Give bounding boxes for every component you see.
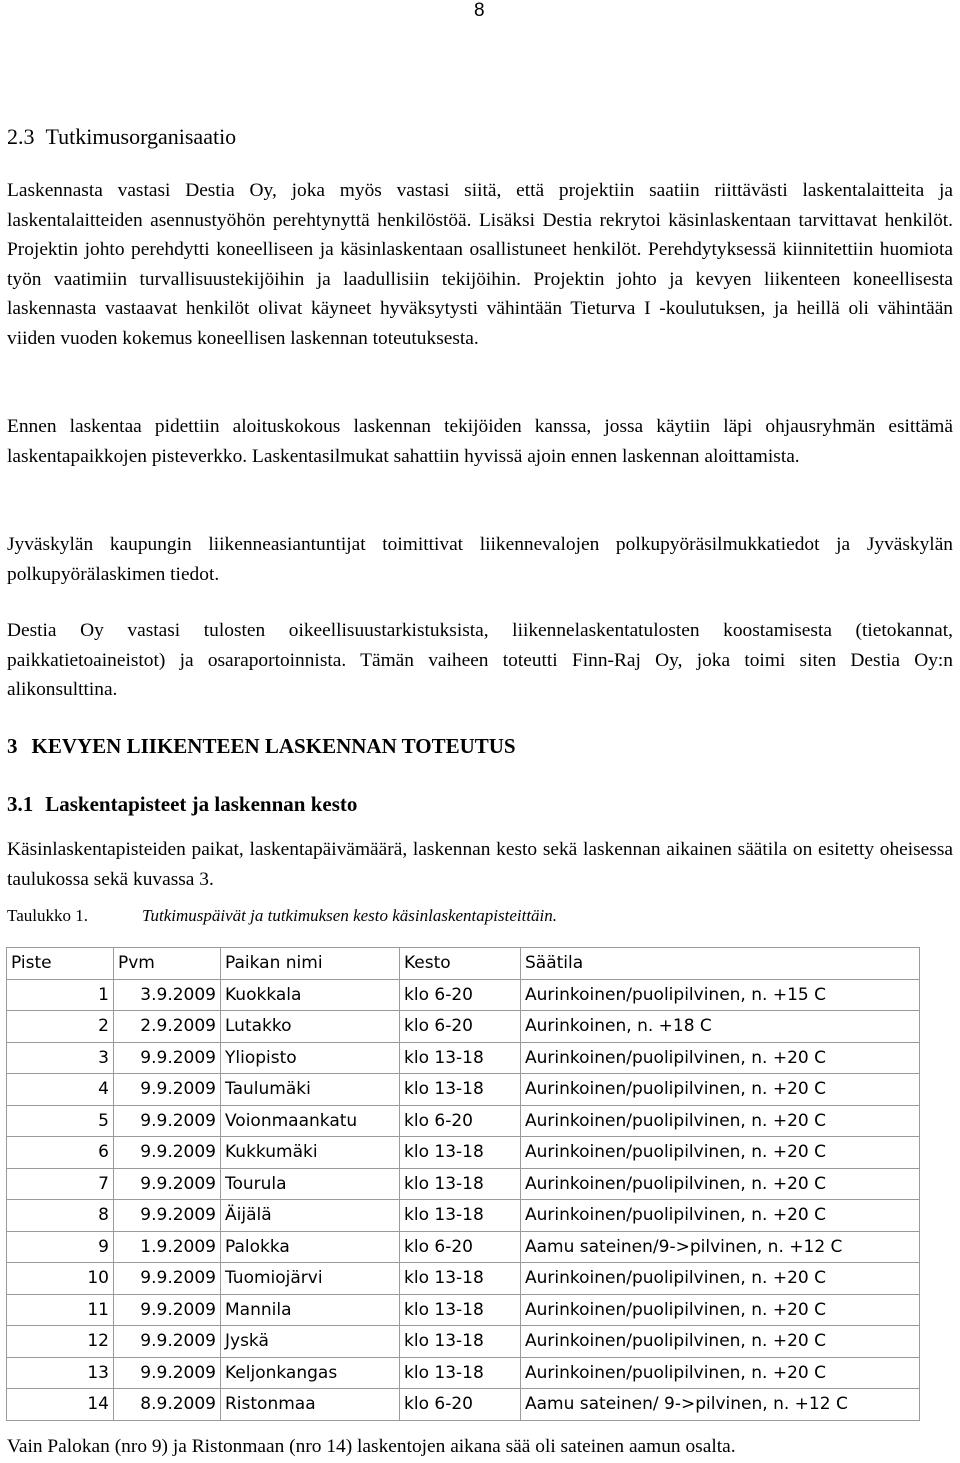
cell-pvm: 3.9.2009	[114, 979, 221, 1011]
cell-kesto: klo 13-18	[400, 1294, 521, 1326]
cell-saatila: Aamu sateinen/ 9->pilvinen, n. +12 C	[521, 1389, 920, 1421]
paragraph-organisation	[7, 176, 953, 354]
cell-piste: 9	[7, 1231, 114, 1263]
section-number: 3	[7, 734, 18, 758]
cell-saatila: Aurinkoinen/puolipilvinen, n. +20 C	[521, 1263, 920, 1295]
cell-piste: 4	[7, 1074, 114, 1106]
cell-kesto: klo 6-20	[400, 1389, 521, 1421]
table-row	[7, 1357, 920, 1389]
cell-kesto: klo 13-18	[400, 1074, 521, 1106]
paragraph-table-intro: Käsinlaskentapisteiden paikat, laskentapäivämäärä, laskennan kesto sekä laskennan aikainen säätila on esitetty oheisessa taulukossa sekä kuvassa 3.	[7, 839, 953, 890]
counting-points-table	[6, 947, 920, 1421]
cell-piste: 14	[7, 1389, 114, 1421]
cell-paikan-nimi: Kuokkala	[221, 979, 400, 1011]
cell-saatila: Aurinkoinen/puolipilvinen, n. +20 C	[521, 1294, 920, 1326]
cell-piste: 1	[7, 979, 114, 1011]
cell-paikan-nimi: Jyskä	[221, 1326, 400, 1358]
cell-saatila: Aurinkoinen/puolipilvinen, n. +20 C	[521, 1357, 920, 1389]
cell-paikan-nimi: Palokka	[221, 1231, 400, 1263]
cell-piste: 2	[7, 1011, 114, 1043]
paragraph-city-data: Jyväskylän kaupungin liikenneasiantuntijat toimittivat liikennevalojen polkupyöräsilmukkatiedot ja Jyväskylän polkupyörälaskimen tiedot.	[7, 534, 953, 585]
cell-paikan-nimi: Lutakko	[221, 1011, 400, 1043]
cell-pvm: 8.9.2009	[114, 1389, 221, 1421]
cell-kesto: klo 13-18	[400, 1357, 521, 1389]
cell-pvm: 9.9.2009	[114, 1263, 221, 1295]
section-title: Tutkimusorganisaatio	[45, 124, 237, 149]
section-heading-3	[7, 731, 516, 761]
cell-saatila: Aurinkoinen, n. +18 C	[521, 1011, 920, 1043]
paragraph-organisation-part-b: Projektin johto ja kevyen liikenteen koneellisesta laskennasta vastaavat henkilöt olivat käyneet hyväksytysti vähintään Tieturva I -koulutuksen, ja heillä oli vähintään viiden vuoden kokemus koneellisen laskennan toteutuksesta.	[7, 268, 953, 349]
table-row	[7, 1294, 920, 1326]
table-row	[7, 1326, 920, 1358]
cell-pvm: 9.9.2009	[114, 1294, 221, 1326]
cell-saatila: Aurinkoinen/puolipilvinen, n. +20 C	[521, 1200, 920, 1232]
table-row	[7, 1200, 920, 1232]
header-kesto: Kesto	[400, 948, 521, 980]
table-row	[7, 1042, 920, 1074]
cell-piste: 3	[7, 1042, 114, 1074]
cell-kesto: klo 13-18	[400, 1042, 521, 1074]
header-piste: Piste	[7, 948, 114, 980]
table-row	[7, 1263, 920, 1295]
section-title: Laskentapisteet ja laskennan kesto	[45, 792, 358, 816]
table-row	[7, 1389, 920, 1421]
cell-saatila: Aurinkoinen/puolipilvinen, n. +20 C	[521, 1042, 920, 1074]
cell-paikan-nimi: Voionmaankatu	[221, 1105, 400, 1137]
cell-saatila: Aurinkoinen/puolipilvinen, n. +20 C	[521, 1137, 920, 1169]
cell-pvm: 9.9.2009	[114, 1042, 221, 1074]
cell-saatila: Aurinkoinen/puolipilvinen, n. +15 C	[521, 979, 920, 1011]
cell-paikan-nimi: Kukkumäki	[221, 1137, 400, 1169]
table-caption-text: Tutkimuspäivät ja tutkimuksen kesto käsinlaskentapisteittäin.	[142, 906, 558, 925]
table-row	[7, 1168, 920, 1200]
cell-pvm: 9.9.2009	[114, 1200, 221, 1232]
cell-kesto: klo 6-20	[400, 979, 521, 1011]
paragraph-organisation-part-a: Laskennasta vastasi Destia Oy, joka myös vastasi siitä, että projektiin saatiin riittävästi laskentalaitteita ja laskentalaitteiden asennustyöhön perehtynyttä henkilöstöä. Lisäksi Destia rekrytoi käsinlaskentaan tarvittavat henkilöt. Projektin johto perehdytti koneelliseen ja käsinlaskentaan osallistuneet henkilöt. Perehdytyksessä kiinnitettiin huomiota työn vaatimiin turvallisuustekijöihin ja laadullisiin tekijöihin.	[7, 180, 953, 290]
cell-kesto: klo 13-18	[400, 1137, 521, 1169]
cell-paikan-nimi: Taulumäki	[221, 1074, 400, 1106]
cell-kesto: klo 6-20	[400, 1011, 521, 1043]
cell-kesto: klo 13-18	[400, 1326, 521, 1358]
cell-piste: 13	[7, 1357, 114, 1389]
page-number: 8	[474, 0, 485, 21]
cell-saatila: Aurinkoinen/puolipilvinen, n. +20 C	[521, 1105, 920, 1137]
cell-pvm: 2.9.2009	[114, 1011, 221, 1043]
cell-pvm: 9.9.2009	[114, 1168, 221, 1200]
cell-piste: 10	[7, 1263, 114, 1295]
cell-piste: 7	[7, 1168, 114, 1200]
paragraph-quality-checks: Destia Oy vastasi tulosten oikeellisuustarkistuksista, liikennelaskentatulosten koostamisesta (tietokannat, paikkatietoaineistot) ja osaraportoinnista. Tämän vaiheen toteutti Finn-Raj Oy, joka toimi siten Destia Oy:n alikonsulttina.	[7, 620, 953, 701]
cell-piste: 5	[7, 1105, 114, 1137]
cell-saatila: Aamu sateinen/9->pilvinen, n. +12 C	[521, 1231, 920, 1263]
cell-paikan-nimi: Ristonmaa	[221, 1389, 400, 1421]
cell-pvm: 9.9.2009	[114, 1105, 221, 1137]
cell-saatila: Aurinkoinen/puolipilvinen, n. +20 C	[521, 1074, 920, 1106]
table-row	[7, 979, 920, 1011]
cell-paikan-nimi: Keljonkangas	[221, 1357, 400, 1389]
cell-kesto: klo 6-20	[400, 1231, 521, 1263]
cell-paikan-nimi: Äijälä	[221, 1200, 400, 1232]
table-caption-label: Taulukko 1.	[7, 906, 88, 925]
table-row	[7, 1011, 920, 1043]
header-pvm: Pvm	[114, 948, 221, 980]
cell-pvm: 9.9.2009	[114, 1326, 221, 1358]
cell-piste: 11	[7, 1294, 114, 1326]
cell-kesto: klo 13-18	[400, 1263, 521, 1295]
cell-pvm: 9.9.2009	[114, 1357, 221, 1389]
cell-paikan-nimi: Mannila	[221, 1294, 400, 1326]
table-row	[7, 1105, 920, 1137]
section-title: KEVYEN LIIKENTEEN LASKENNAN TOTEUTUS	[31, 734, 516, 758]
cell-saatila: Aurinkoinen/puolipilvinen, n. +20 C	[521, 1326, 920, 1358]
paragraph-weather-note: Vain Palokan (nro 9) ja Ristonmaan (nro 14) laskentojen aikana sää oli sateinen aamun osalta.	[7, 1436, 736, 1457]
section-number: 3.1	[7, 792, 34, 816]
section-heading-2-3	[7, 122, 236, 152]
table-row	[7, 1137, 920, 1169]
paragraph-kickoff: Ennen laskentaa pidettiin aloituskokous laskennan tekijöiden kanssa, jossa käytiin läpi ohjausryhmän esittämä laskentapaikkojen pisteverkko. Laskentasilmukat sahattiin hyvissä ajoin ennen laskennan aloittamista.	[7, 416, 953, 467]
cell-kesto: klo 13-18	[400, 1200, 521, 1232]
cell-pvm: 9.9.2009	[114, 1137, 221, 1169]
cell-piste: 8	[7, 1200, 114, 1232]
cell-paikan-nimi: Yliopisto	[221, 1042, 400, 1074]
table-row	[7, 1074, 920, 1106]
section-heading-3-1	[7, 789, 357, 819]
cell-piste: 6	[7, 1137, 114, 1169]
cell-saatila: Aurinkoinen/puolipilvinen, n. +20 C	[521, 1168, 920, 1200]
cell-paikan-nimi: Tuomiojärvi	[221, 1263, 400, 1295]
cell-kesto: klo 13-18	[400, 1168, 521, 1200]
header-saatila: Säätila	[521, 948, 920, 980]
header-paikan-nimi: Paikan nimi	[221, 948, 400, 980]
table-body	[7, 979, 920, 1420]
table-header-row	[7, 948, 920, 980]
cell-piste: 12	[7, 1326, 114, 1358]
cell-pvm: 9.9.2009	[114, 1074, 221, 1106]
section-number: 2.3	[7, 124, 35, 149]
cell-kesto: klo 6-20	[400, 1105, 521, 1137]
cell-paikan-nimi: Tourula	[221, 1168, 400, 1200]
table-caption	[7, 904, 557, 928]
table-row	[7, 1231, 920, 1263]
cell-pvm: 1.9.2009	[114, 1231, 221, 1263]
